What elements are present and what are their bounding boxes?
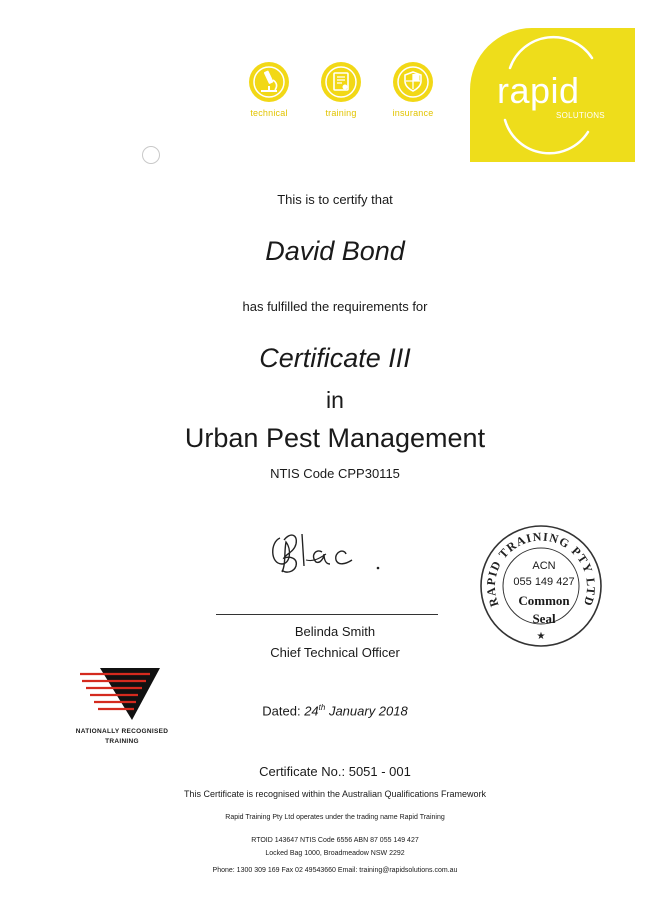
certificate-number: Certificate No.: 5051 - 001 <box>259 764 411 779</box>
training-badge <box>306 62 376 118</box>
punch-hole <box>142 146 160 164</box>
fulfilled-text: has fulfilled the requirements for <box>242 299 428 314</box>
brand-name: rapid <box>497 70 580 111</box>
insurance-badge <box>378 62 448 118</box>
shield-icon <box>393 62 433 102</box>
recipient-name: David Bond <box>265 236 405 266</box>
dated-label: Dated: <box>262 703 305 719</box>
svg-text:★: ★ <box>536 631 546 642</box>
qualification-title: Urban Pest Management <box>184 423 486 453</box>
nrt-line1: NATIONALLY RECOGNISED <box>75 728 169 735</box>
brand-subtitle: SOLUTIONS <box>556 111 605 120</box>
svg-text:RAPID TRAINING PTY LTD: RAPID TRAINING PTY LTD <box>483 529 599 609</box>
dated-suffix: th <box>318 703 326 712</box>
signatory-name: Belinda Smith <box>294 624 376 639</box>
postal-address: Locked Bag 1000, Broadmeadow NSW 2292 <box>265 850 405 857</box>
dated-line <box>0 703 670 718</box>
rtoid-abn: RTOID 143647 NTIS Code 6556 ABN 87 055 149 427 <box>251 837 419 844</box>
ntis-code: NTIS Code CPP30115 <box>270 466 400 481</box>
dated-day: 24 <box>304 703 319 719</box>
signatory-title: Chief Technical Officer <box>270 645 400 660</box>
dated-rest: January 2018 <box>325 703 408 719</box>
microscope-icon <box>249 62 289 102</box>
certify-intro: This is to certify that <box>277 192 393 207</box>
training-label: training <box>325 108 357 118</box>
seal-line-seal: Seal <box>532 611 556 626</box>
in-word: in <box>326 387 344 413</box>
technical-label: technical <box>250 108 288 118</box>
certificate-icon <box>321 62 361 102</box>
signature-line <box>216 614 438 615</box>
seal-line-common: Common <box>518 593 570 608</box>
rapid-solutions-logo <box>470 28 635 162</box>
signature-image <box>262 520 392 580</box>
technical-badge <box>234 62 304 118</box>
seal-acn-number: 055 149 427 <box>513 576 575 588</box>
contact-details: Phone: 1300 309 169 Fax 02 49543660 Email: training@rapidsolutions.com.au <box>212 867 458 874</box>
certificate-level: Certificate III <box>259 343 411 373</box>
nrt-text <box>60 727 184 747</box>
aqf-statement: This Certificate is recognised within the Australian Qualifications Framework <box>183 789 487 799</box>
trading-name-statement: Rapid Training Pty Ltd operates under the trading name Rapid Training <box>225 814 445 821</box>
nrt-line2: TRAINING <box>105 738 139 745</box>
insurance-label: insurance <box>392 108 434 118</box>
seal-acn-label: ACN <box>532 560 556 572</box>
